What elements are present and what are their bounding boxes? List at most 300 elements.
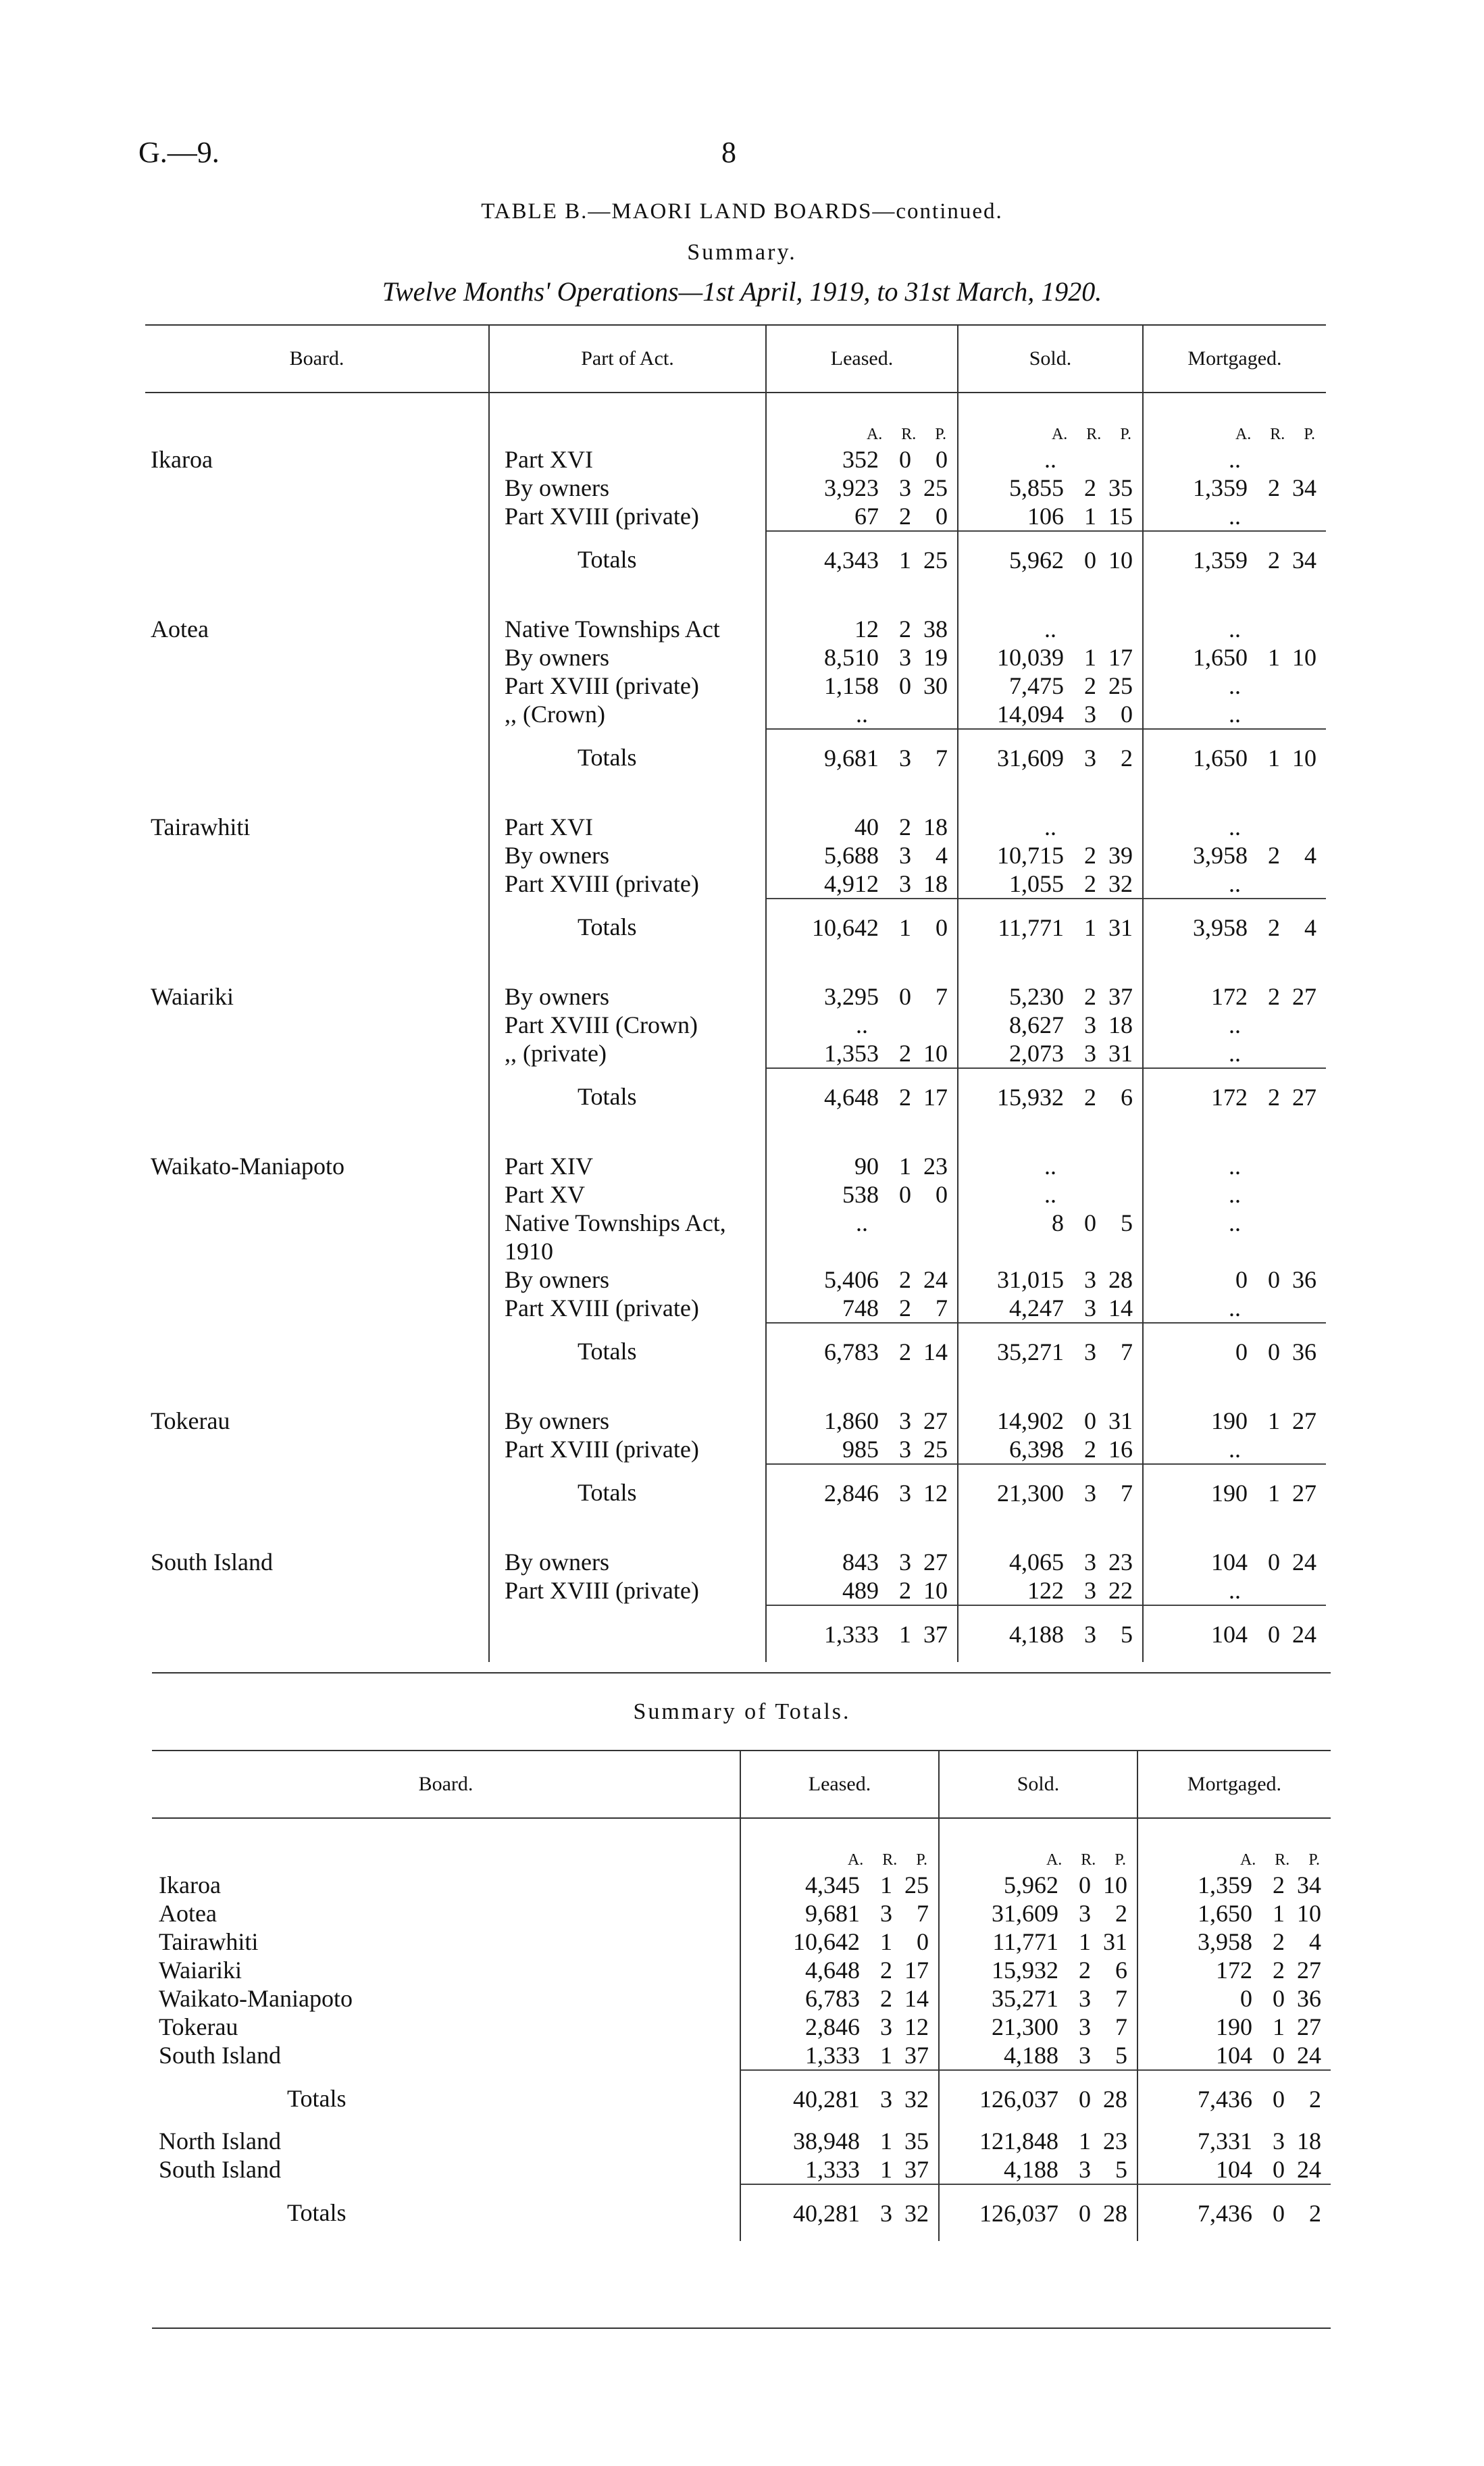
mortgaged-cell bbox=[1137, 1899, 1331, 1928]
value-roods: 2 bbox=[1273, 1871, 1285, 1898]
value-acres: 121,848 bbox=[979, 2128, 1058, 2155]
sold-cell bbox=[939, 1956, 1137, 1984]
sold-cell bbox=[958, 1407, 1143, 1435]
table-row bbox=[145, 643, 1326, 672]
part-of-act: By owners bbox=[489, 643, 766, 672]
sold-cell bbox=[958, 1294, 1143, 1323]
value-roods: 3 bbox=[1084, 1011, 1096, 1038]
value-perches: 27 bbox=[1292, 983, 1316, 1010]
value-roods: 2 bbox=[1084, 1083, 1096, 1111]
leader-dots: .. bbox=[1229, 503, 1241, 530]
value-roods: 0 bbox=[1079, 1871, 1091, 1898]
leader-dots: .. bbox=[1229, 1153, 1241, 1180]
value-perches: 36 bbox=[1292, 1266, 1316, 1293]
part-of-act: ,, (Crown) bbox=[489, 700, 766, 729]
blank bbox=[1143, 955, 1326, 982]
spacer-row bbox=[145, 1380, 1326, 1407]
col-header-part: Part of Act. bbox=[489, 325, 766, 393]
value-roods: 3 bbox=[1079, 2042, 1091, 2069]
total-mortgaged bbox=[1143, 1605, 1326, 1662]
value-roods: 2 bbox=[1084, 672, 1096, 699]
document-reference: G.—9. bbox=[138, 136, 220, 169]
value-perches: 31 bbox=[1103, 1928, 1127, 1955]
summary-of-totals-table bbox=[152, 1750, 1331, 2241]
value-perches: 10 bbox=[1292, 744, 1316, 772]
sold-cell bbox=[939, 2041, 1137, 2070]
board-name: Waiariki bbox=[151, 983, 234, 1010]
value-perches: 25 bbox=[923, 474, 948, 501]
table-row bbox=[152, 2041, 1331, 2070]
value-roods: 1 bbox=[1268, 1407, 1280, 1434]
mortgaged-cell bbox=[1143, 700, 1326, 729]
leader-dots: .. bbox=[1229, 1577, 1241, 1604]
sold-cell-value bbox=[958, 502, 1142, 530]
value-roods: 2 bbox=[880, 1957, 892, 1984]
value-acres: 7,331 bbox=[1198, 2128, 1252, 2155]
blank bbox=[1143, 1521, 1326, 1548]
blank bbox=[145, 643, 489, 672]
value-perches: 10 bbox=[1292, 644, 1316, 671]
sold-cell-value bbox=[958, 672, 1142, 700]
leased-cell bbox=[740, 2155, 939, 2184]
value-perches: 7 bbox=[917, 1900, 929, 1927]
board-name: Tokerau bbox=[159, 2013, 238, 2040]
sold-cell bbox=[958, 1209, 1143, 1237]
mortgaged-cell bbox=[1143, 1294, 1326, 1323]
mortgaged-cell-value bbox=[1144, 1407, 1326, 1435]
sold-cell bbox=[958, 1039, 1143, 1068]
mortgaged-cell bbox=[1137, 1871, 1331, 1899]
sold-cell-value bbox=[958, 643, 1142, 672]
value-perches: 5 bbox=[1121, 1209, 1133, 1236]
table-row bbox=[145, 841, 1326, 870]
mortgaged-cell bbox=[1137, 2070, 1331, 2127]
blank bbox=[958, 1380, 1143, 1407]
table-bottom-rule bbox=[152, 1672, 1331, 1674]
value-acres: 7,436 bbox=[1198, 2199, 1252, 2227]
leader-dots: .. bbox=[1229, 1436, 1241, 1463]
leased-cell bbox=[740, 2013, 939, 2041]
value-perches: 5 bbox=[1115, 2042, 1127, 2069]
value-perches: 0 bbox=[936, 446, 948, 473]
value-roods: 1 bbox=[1273, 2013, 1285, 2040]
value-acres: 4,065 bbox=[1009, 1549, 1064, 1576]
table-row bbox=[152, 2155, 1331, 2184]
leased-cell bbox=[766, 813, 958, 841]
total-leased-value bbox=[767, 1083, 957, 1111]
leader-dots: .. bbox=[1229, 1209, 1241, 1236]
blank bbox=[145, 1323, 489, 1380]
value-perches: 36 bbox=[1292, 1338, 1316, 1365]
value-acres: 352 bbox=[842, 446, 879, 473]
value-acres: 1,333 bbox=[824, 1620, 879, 1648]
value-acres: 6,783 bbox=[824, 1338, 879, 1365]
mortgaged-cell bbox=[1137, 2013, 1331, 2041]
leased-cell-value bbox=[741, 2127, 938, 2155]
value-perches: 32 bbox=[904, 2199, 929, 2227]
totals-row bbox=[145, 1068, 1326, 1125]
leased-cell-value bbox=[741, 2155, 938, 2184]
value-acres: 21,300 bbox=[992, 2013, 1058, 2040]
value-roods: 3 bbox=[1084, 701, 1096, 728]
leased-cell-value bbox=[767, 982, 957, 1011]
sold-cell-value bbox=[958, 1039, 1142, 1067]
value-roods: 2 bbox=[1273, 1928, 1285, 1955]
blank bbox=[766, 1125, 958, 1152]
value-roods: 1 bbox=[1084, 644, 1096, 671]
value-perches: 2 bbox=[1121, 744, 1133, 772]
table-row bbox=[145, 502, 1326, 531]
value-roods: 3 bbox=[1084, 1549, 1096, 1576]
value-perches: 37 bbox=[923, 1620, 948, 1648]
blank bbox=[145, 672, 489, 700]
leased-cell-value bbox=[767, 1407, 957, 1435]
part-of-act: Part XV bbox=[489, 1180, 766, 1209]
part-of-act: Part XVI bbox=[489, 813, 766, 841]
summary-heading: Summary. bbox=[687, 240, 797, 265]
unit-header bbox=[1143, 393, 1326, 445]
part-of-act: Part XVIII (private) bbox=[489, 1294, 766, 1323]
blank bbox=[145, 1125, 489, 1152]
summary-of-totals-heading: Summary of Totals. bbox=[633, 1699, 851, 1724]
leased-cell bbox=[766, 1407, 958, 1435]
blank bbox=[145, 1011, 489, 1039]
leased-cell bbox=[766, 672, 958, 700]
value-acres: 10,642 bbox=[793, 1928, 860, 1955]
mortgaged-cell bbox=[1143, 445, 1326, 474]
unit-p: P. bbox=[935, 426, 946, 443]
value-perches: 27 bbox=[1297, 1957, 1321, 1984]
table-row bbox=[145, 870, 1326, 899]
value-acres: 4,188 bbox=[1004, 2156, 1058, 2183]
sold-cell-value bbox=[940, 1928, 1137, 1956]
col-header-mortgaged: Mortgaged. bbox=[1143, 325, 1326, 393]
leased-cell bbox=[740, 2070, 939, 2127]
value-acres: 7,436 bbox=[1198, 2085, 1252, 2113]
value-perches: 23 bbox=[1108, 1549, 1133, 1576]
value-roods: 2 bbox=[1268, 842, 1280, 869]
value-acres: 126,037 bbox=[979, 2085, 1058, 2113]
value-roods: 1 bbox=[1079, 1928, 1091, 1955]
value-acres: 5,962 bbox=[1009, 546, 1064, 574]
unit-a: A. bbox=[1051, 426, 1068, 443]
table-row bbox=[152, 1899, 1331, 1928]
value-roods: 3 bbox=[1079, 1985, 1091, 2012]
leader-dots: .. bbox=[856, 701, 868, 728]
sold-cell-value bbox=[958, 1294, 1142, 1322]
table-row bbox=[145, 474, 1326, 502]
value-roods: 2 bbox=[1268, 546, 1280, 574]
value-acres: 843 bbox=[842, 1549, 879, 1576]
value-acres: 1,359 bbox=[1198, 1871, 1252, 1898]
leader-dots: .. bbox=[1229, 1181, 1241, 1208]
value-perches: 10 bbox=[1297, 1900, 1321, 1927]
value-acres: 3,958 bbox=[1193, 913, 1248, 941]
value-roods: 3 bbox=[899, 474, 911, 501]
col-header-leased: Leased. bbox=[766, 325, 958, 393]
total-leased-value bbox=[767, 1338, 957, 1366]
value-acres: 10,039 bbox=[997, 644, 1064, 671]
value-acres: 5,406 bbox=[824, 1266, 879, 1293]
leased-cell-value bbox=[741, 1899, 938, 1928]
value-roods: 1 bbox=[899, 1153, 911, 1180]
leased-cell-value bbox=[741, 1928, 938, 1956]
mortgaged-cell bbox=[1143, 813, 1326, 841]
table-row bbox=[145, 672, 1326, 700]
value-perches: 36 bbox=[1297, 1985, 1321, 2012]
total-leased-value bbox=[767, 546, 957, 574]
unit-labels bbox=[1144, 426, 1326, 444]
blank bbox=[145, 1435, 489, 1464]
unit-r: R. bbox=[882, 1851, 898, 1869]
blank bbox=[766, 1521, 958, 1548]
sold-cell-value bbox=[958, 1265, 1142, 1294]
value-acres: 12 bbox=[854, 615, 879, 643]
leader-dots: .. bbox=[856, 1209, 868, 1236]
value-perches: 24 bbox=[1297, 2156, 1321, 2183]
sold-cell-value bbox=[940, 1871, 1137, 1899]
value-perches: 6 bbox=[1121, 1083, 1133, 1111]
mortgaged-cell bbox=[1143, 1576, 1326, 1605]
value-acres: 3,295 bbox=[824, 983, 879, 1010]
value-acres: 67 bbox=[854, 503, 879, 530]
blank bbox=[766, 955, 958, 982]
sold-cell-value bbox=[958, 1576, 1142, 1605]
leased-cell-value bbox=[767, 870, 957, 898]
value-acres: 1,158 bbox=[824, 672, 879, 699]
total-mortgaged bbox=[1143, 1323, 1326, 1380]
part-of-act: Part XVIII (private) bbox=[489, 1576, 766, 1605]
value-acres: 2,846 bbox=[805, 2013, 860, 2040]
table-title: TABLE B.—MAORI LAND BOARDS—continued. bbox=[481, 199, 1003, 224]
part-of-act: Part XVIII (private) bbox=[489, 870, 766, 899]
value-perches: 25 bbox=[923, 546, 948, 574]
value-perches: 18 bbox=[923, 813, 948, 840]
sold-cell-value bbox=[958, 1407, 1142, 1435]
value-acres: 40 bbox=[854, 813, 879, 840]
total-mortgaged bbox=[1143, 729, 1326, 786]
spacer-row bbox=[145, 786, 1326, 813]
leased-cell bbox=[740, 1899, 939, 1928]
value-acres: 31,015 bbox=[997, 1266, 1064, 1293]
value-perches: 10 bbox=[1103, 1871, 1127, 1898]
value-roods: 3 bbox=[899, 1436, 911, 1463]
leased-cell bbox=[766, 1180, 958, 1209]
value-roods: 3 bbox=[1084, 1294, 1096, 1322]
leader-dots: .. bbox=[1229, 446, 1241, 473]
value-roods: 3 bbox=[880, 2085, 892, 2113]
value-perches: 31 bbox=[1108, 1407, 1133, 1434]
value-roods: 3 bbox=[1084, 1338, 1096, 1365]
value-roods: 1 bbox=[880, 2042, 892, 2069]
total-sold-value bbox=[958, 1620, 1142, 1649]
leased-cell-value bbox=[767, 474, 957, 502]
value-roods: 1 bbox=[880, 1928, 892, 1955]
leader-dots: .. bbox=[1229, 1011, 1241, 1038]
value-perches: 30 bbox=[923, 672, 948, 699]
value-perches: 4 bbox=[1304, 913, 1316, 941]
leader-dots: .. bbox=[1044, 446, 1056, 473]
value-perches: 25 bbox=[904, 1871, 929, 1898]
total-sold-value bbox=[958, 744, 1142, 772]
value-roods: 2 bbox=[1273, 1957, 1285, 1984]
value-acres: 6,783 bbox=[805, 1985, 860, 2012]
leased-cell-value bbox=[767, 1265, 957, 1294]
value-acres: 40,281 bbox=[793, 2199, 860, 2227]
value-roods: 2 bbox=[1084, 1436, 1096, 1463]
table-row bbox=[145, 1011, 1326, 1039]
board-name: Ikaroa bbox=[159, 1871, 221, 1898]
value-acres: 7,475 bbox=[1009, 672, 1064, 699]
leased-cell bbox=[766, 1237, 958, 1265]
value-acres: 4,247 bbox=[1009, 1294, 1064, 1322]
blank bbox=[1143, 1125, 1326, 1152]
value-acres: 3,958 bbox=[1193, 842, 1248, 869]
value-roods: 0 bbox=[1273, 2042, 1285, 2069]
value-roods: 2 bbox=[1268, 1083, 1280, 1111]
blank bbox=[145, 531, 489, 588]
leader-dots: .. bbox=[1229, 701, 1241, 728]
value-acres: 748 bbox=[842, 1294, 879, 1322]
value-acres: 0 bbox=[1235, 1338, 1248, 1365]
total-leased bbox=[766, 1605, 958, 1662]
value-perches: 18 bbox=[923, 870, 948, 897]
value-perches: 7 bbox=[936, 744, 948, 772]
value-acres: 1,650 bbox=[1198, 1900, 1252, 1927]
value-roods: 0 bbox=[899, 983, 911, 1010]
value-roods: 2 bbox=[1084, 842, 1096, 869]
value-roods: 0 bbox=[1268, 1266, 1280, 1293]
value-acres: 31,609 bbox=[997, 744, 1064, 772]
sold-cell bbox=[958, 445, 1143, 474]
spacer-row bbox=[145, 1125, 1326, 1152]
unit-p: P. bbox=[1304, 426, 1315, 443]
total-sold-value bbox=[958, 1083, 1142, 1111]
part-of-act: Part XVIII (private) bbox=[489, 1435, 766, 1464]
sold-cell bbox=[958, 841, 1143, 870]
total-mortgaged-value bbox=[1144, 913, 1326, 942]
value-roods: 0 bbox=[1268, 1620, 1280, 1648]
value-acres: 985 bbox=[842, 1436, 879, 1463]
blank bbox=[145, 474, 489, 502]
value-roods: 1 bbox=[899, 1620, 911, 1648]
value-perches: 17 bbox=[904, 1957, 929, 1984]
col-header-sold: Sold. bbox=[958, 325, 1143, 393]
value-perches: 14 bbox=[904, 1985, 929, 2012]
sold-cell bbox=[958, 615, 1143, 643]
total-sold-value bbox=[958, 1338, 1142, 1366]
mortgaged-cell-value bbox=[1138, 1899, 1331, 1928]
value-perches: 14 bbox=[923, 1338, 948, 1365]
blank bbox=[958, 955, 1143, 982]
blank bbox=[145, 1265, 489, 1294]
leased-cell bbox=[766, 1209, 958, 1237]
mortgaged-cell bbox=[1137, 1928, 1331, 1956]
table-row bbox=[145, 615, 1326, 643]
value-roods: 1 bbox=[880, 2128, 892, 2155]
blank bbox=[145, 1464, 489, 1521]
value-perches: 7 bbox=[936, 983, 948, 1010]
value-perches: 0 bbox=[1121, 701, 1133, 728]
sold-cell-value bbox=[958, 870, 1142, 898]
total-sold bbox=[958, 1464, 1143, 1521]
value-acres: 6,398 bbox=[1009, 1436, 1064, 1463]
col-header-board: Board. bbox=[418, 1773, 474, 1795]
leased-cell bbox=[766, 982, 958, 1011]
value-perches: 39 bbox=[1108, 842, 1133, 869]
leader-dots: .. bbox=[1229, 1040, 1241, 1067]
value-perches: 23 bbox=[1103, 2128, 1127, 2155]
blank bbox=[958, 1125, 1143, 1152]
value-roods: 3 bbox=[899, 644, 911, 671]
value-roods: 0 bbox=[1268, 1549, 1280, 1576]
value-acres: 40,281 bbox=[793, 2085, 860, 2113]
blank bbox=[145, 1209, 489, 1237]
value-acres: 10,715 bbox=[997, 842, 1064, 869]
part-of-act: 1910 bbox=[489, 1237, 766, 1265]
totals-row bbox=[145, 531, 1326, 588]
leased-cell bbox=[740, 1984, 939, 2013]
unit-r: R. bbox=[1081, 1851, 1096, 1869]
value-acres: 538 bbox=[842, 1181, 879, 1208]
value-perches: 31 bbox=[1108, 913, 1133, 941]
value-perches: 25 bbox=[1108, 672, 1133, 699]
leased-cell bbox=[766, 474, 958, 502]
sold-cell-value bbox=[958, 982, 1142, 1011]
board-name: Waikato-Maniapoto bbox=[151, 1153, 345, 1180]
mortgaged-cell bbox=[1143, 672, 1326, 700]
totals-label: Totals bbox=[489, 729, 766, 786]
value-perches: 37 bbox=[1108, 983, 1133, 1010]
total-mortgaged-value bbox=[1144, 1479, 1326, 1507]
sold-cell-value bbox=[940, 2127, 1137, 2155]
value-perches: 4 bbox=[936, 842, 948, 869]
leader-dots: .. bbox=[1229, 672, 1241, 699]
value-roods: 0 bbox=[1268, 1338, 1280, 1365]
value-acres: 11,771 bbox=[992, 1928, 1058, 1955]
mortgaged-cell-value bbox=[1138, 2013, 1331, 2041]
value-acres: 31,609 bbox=[992, 1900, 1058, 1927]
value-perches: 27 bbox=[1292, 1083, 1316, 1111]
total-leased-value bbox=[767, 1479, 957, 1507]
value-perches: 37 bbox=[904, 2042, 929, 2069]
value-roods: 2 bbox=[880, 1985, 892, 2012]
value-acres: 104 bbox=[1211, 1620, 1248, 1648]
board-name: Tokerau bbox=[151, 1407, 230, 1434]
leader-dots: .. bbox=[1044, 813, 1056, 840]
blank bbox=[145, 870, 489, 899]
value-acres: 21,300 bbox=[997, 1479, 1064, 1507]
value-perches: 24 bbox=[1292, 1620, 1316, 1648]
value-roods: 3 bbox=[1273, 2128, 1285, 2155]
value-perches: 4 bbox=[1304, 842, 1316, 869]
value-roods: 3 bbox=[1084, 1266, 1096, 1293]
mortgaged-cell-value bbox=[1138, 2199, 1331, 2228]
total-mortgaged-value bbox=[1144, 1083, 1326, 1111]
value-roods: 0 bbox=[899, 1181, 911, 1208]
mortgaged-cell-value bbox=[1138, 2155, 1331, 2184]
leader-dots: .. bbox=[1229, 615, 1241, 643]
blank bbox=[145, 1380, 489, 1407]
col-header-sold: Sold. bbox=[939, 1751, 1137, 1818]
table-row bbox=[145, 1265, 1326, 1294]
leased-cell-value bbox=[767, 502, 957, 530]
value-acres: 1,359 bbox=[1193, 546, 1248, 574]
leased-cell bbox=[766, 1152, 958, 1180]
mortgaged-cell bbox=[1143, 1180, 1326, 1209]
value-perches: 28 bbox=[1103, 2085, 1127, 2113]
unit-a: A. bbox=[1239, 1851, 1256, 1869]
